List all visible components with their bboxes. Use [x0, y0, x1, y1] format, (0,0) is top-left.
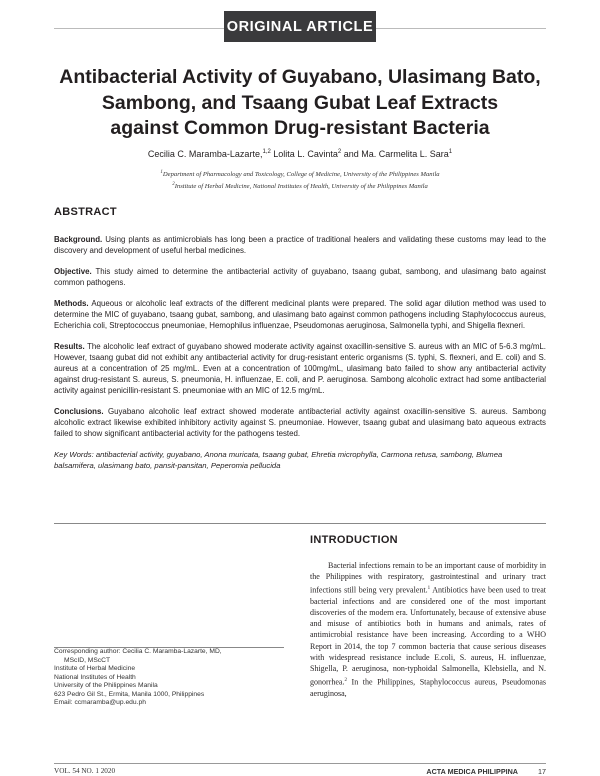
correspondence-box — [54, 647, 284, 708]
footer-rule — [54, 763, 546, 764]
intro-text: In the Philippines, Staphylococcus aureus, Pseudomonas aeruginosa, — [310, 677, 546, 698]
affiliation — [20, 168, 580, 180]
section-text: Guyabano alcoholic leaf extract showed moderate antibacterial activity against oxacillin-sensitive S. aureus. Sambong alcoholic extract likewise exhibited inhibitory activity against S. pneumoniae. However, tsaang gubat and ulasimang bato aqueous extracts failed to show significant antibacterial activity for the pathogens tested. — [54, 407, 546, 438]
footer-right — [426, 767, 546, 776]
author-list — [20, 149, 580, 159]
abstract-heading: ABSTRACT — [54, 206, 117, 218]
footer-journal: ACTA MEDICA PHILIPPINA — [426, 767, 518, 776]
affil-text: Institute of Herbal Medicine, National Institutes of Health, University of the Philippines Manila — [174, 182, 428, 190]
title-line: Antibacterial Activity of Guyabano, Ulasimang Bato, — [59, 66, 541, 88]
introduction-body — [310, 560, 546, 699]
section-divider — [54, 523, 546, 524]
title-line: against Common Drug-resistant Bacteria — [110, 117, 490, 139]
author-affil-marker: 1,2 — [262, 149, 271, 155]
section-text: Using plants as antimicrobials has long been a practice of traditional healers and validating these customs may lead to the discovery and development of useful herbal medicines. — [54, 235, 546, 255]
author-affil-marker: 1 — [448, 149, 453, 155]
section-text: Aqueous or alcoholic leaf extracts of the different medicinal plants were prepared. The solid agar dilution method was used to determine the MIC of guyabano, tsaang gubat, sambong, and ulasimang bato against common pathogens including Staphylococcus aureus, Echerichia coli, Streptococcus pneumoniae, Hemophilus influenzae, Pseudomonas aeruginosa, Salmonella typhi, and Shigella flexneri. — [54, 299, 546, 330]
section-label: Results. — [54, 342, 85, 351]
intro-paragraph — [310, 560, 546, 699]
section-label: Methods. — [54, 299, 89, 308]
corr-line: 623 Pedro Gil St., Ermita, Manila 1000, Philippines — [54, 690, 205, 698]
affil-text: Department of Pharmacology and Toxicology, College of Medicine, University of the Philippines Manila — [162, 171, 440, 179]
corr-line: University of the Philippines Manila — [54, 682, 158, 689]
section-label: Conclusions. — [54, 407, 104, 416]
section-label: Background. — [54, 235, 103, 244]
author-affil-marker: 2 — [337, 149, 342, 155]
abstract-background — [54, 234, 546, 256]
introduction-heading: INTRODUCTION — [310, 534, 398, 546]
affil-marker: 2 — [172, 181, 175, 187]
corr-line: National Institutes of Health — [54, 673, 136, 681]
corr-line: Corresponding author: Cecilia C. Maramba-Lazarte, MD, — [54, 648, 222, 655]
section-text: This study aimed to determine the antibacterial activity of guyabano, tsaang gubat, sambong, and ulasimang bato against common pathogens. — [54, 267, 546, 287]
affiliations — [20, 168, 580, 191]
author-name: and Ma. Carmelita L. Sara — [341, 149, 449, 159]
citation-marker: 2 — [344, 677, 347, 683]
affiliation — [20, 180, 580, 192]
section-label: Objective. — [54, 267, 92, 276]
corr-line: MScID, MScCT — [64, 656, 111, 664]
abstract-results — [54, 341, 546, 396]
corr-email: Email: ccmaramba@up.edu.ph — [54, 699, 146, 706]
intro-text: Bacterial infections remain to be an important cause of morbidity in the Philippines with respiratory, gastrointestinal and urinary tract infections still being very prevalent. — [310, 561, 546, 595]
abstract-methods — [54, 298, 546, 331]
article-title — [30, 65, 570, 142]
page-number: 17 — [538, 767, 546, 776]
article-type-banner: ORIGINAL ARTICLE — [224, 11, 376, 42]
abstract-section — [54, 206, 546, 471]
abstract-objective — [54, 266, 546, 288]
title-line: Sambong, and Tsaang Gubat Leaf Extracts — [101, 91, 499, 114]
corr-line: Institute of Herbal Medicine — [54, 665, 136, 672]
abstract-conclusions — [54, 406, 546, 439]
author-name: Lolita L. Cavinta — [270, 149, 338, 159]
affil-marker: 1 — [160, 170, 163, 175]
author-name: Cecilia C. Maramba-Lazarte, — [147, 149, 263, 159]
footer-volume: VOL. 54 NO. 1 2020 — [54, 767, 116, 775]
section-text: The alcoholic leaf extract of guyabano showed moderate activity against oxacillin-sensitive S. aureus with an MIC of 5-6.3 mg/mL. However, tsaang gubat did not exhibit any antibacterial activity for drug-resistant enteric organisms (S. typhi, S. flexneri, and E. coli) and S. aureus at a concentration of 25 mg/mL. Even at a concentration of 100mg/mL, ulasimang bato failed to show any antibacterial activity against drug-resistant S. aureus, S. pneumonia, H. influenzae, E. coli, and P. aeruginosa. Sambong alcoholic extract had some antibacterial activity against penicillin-resistant S. pneumoniae with an MIC of 12.5 mg/mL. — [54, 342, 546, 395]
intro-text: Antibiotics have been used to treat bacterial infections and are considered one of the most important discoveries of the modern era. Unfortunately, because of extensive abuse and misuse of antibiotics both in humans and animals, rates of antimicrobial resistance have been increasing. According to a WHO Report in 2014, the top 7 common bacteria that cause serious diseases with widespread resistance include E.coli, S. aureus, H. influenzae, Shigella, P. aeruginosa, non-typhoidal Salmonella, Klebsiella, and N. gonorrhea. — [310, 585, 546, 687]
citation-marker: 1 — [427, 585, 431, 591]
keywords: Key Words: antibacterial activity, guyabano, Anona muricata, tsaang gubat, Ehretia microphylla, Carmona retusa, sambong, Blumea balsamifera, ulasimang bato, pansit-pansitan, Peperomia pellucida — [54, 450, 503, 470]
